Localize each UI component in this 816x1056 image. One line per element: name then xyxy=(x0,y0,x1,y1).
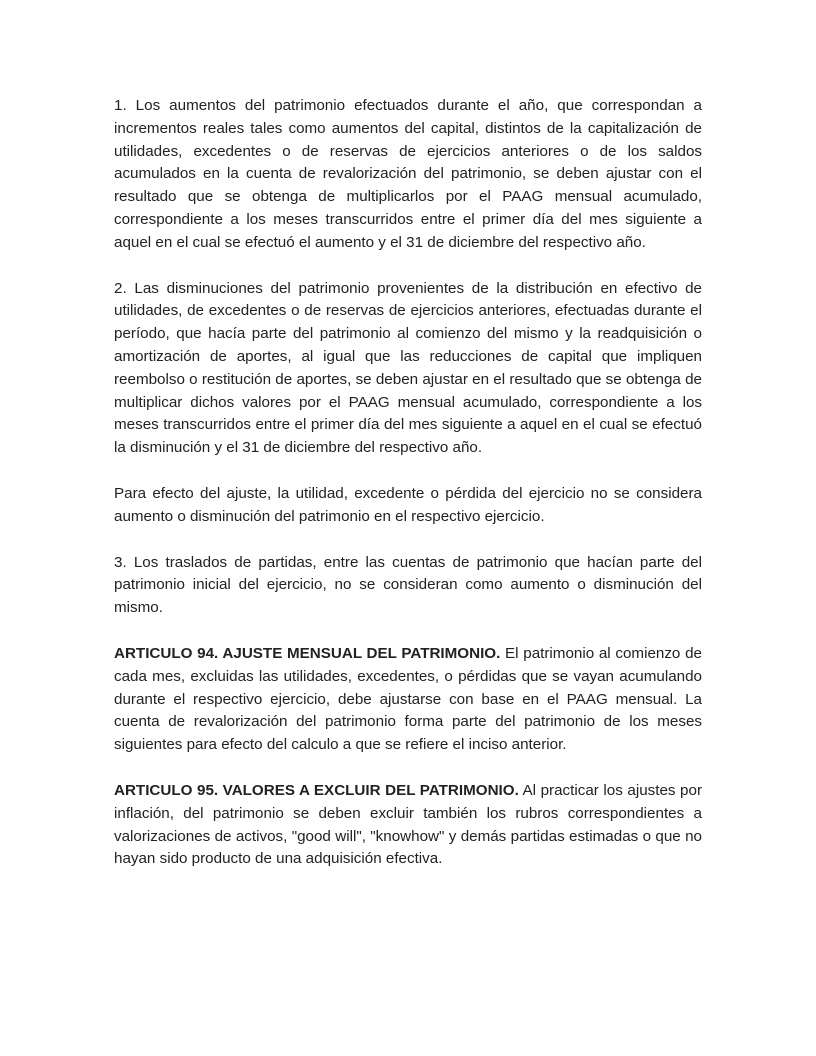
paragraph-item-1: 1. Los aumentos del patrimonio efectuados durante el año, que correspondan a incrementos reales tales como aumentos del capital, distintos de la capitalización de utilidades, excedentes o de reservas de ejercicios anteriores o de los saldos acumulados en la cuenta de revalorización del patrimonio, se deben ajustar con el resultado que se obtenga de multiplicarlos por el PAAG mensual acumulado, correspondiente a los meses transcurridos entre el primer día del mes siguiente a aquel en el cual se efectuó el aumento y el 31 de diciembre del respectivo año. xyxy=(114,97,702,251)
article-95-heading: ARTICULO 95. VALORES A EXCLUIR DEL PATRIMONIO. xyxy=(114,781,519,799)
article-95-body: Al practicar los ajustes por inflación, del patrimonio se deben excluir también los rubros correspondientes a valorizaciones de activos, "good will", "knowhow" y demás partidas estimadas o que no hayan sido producto de una adquisición efectiva. xyxy=(114,781,703,868)
article-94-heading: ARTICULO 94. AJUSTE MENSUAL DEL PATRIMONIO. xyxy=(114,644,501,662)
paragraph-adjustment-note: Para efecto del ajuste, la utilidad, excedente o pérdida del ejercicio no se considera aumento o disminución del patrimonio en el respectivo ejercicio. xyxy=(114,484,702,525)
document-page xyxy=(114,95,702,871)
paragraph-item-2: 2. Las disminuciones del patrimonio provenientes de la distribución en efectivo de utilidades, de excedentes o de reservas de ejercicios anteriores, efectuadas durante el período, que hacía parte del patrimonio al comienzo del mismo y la readquisición o amortización de aportes, al igual que las reducciones de capital que impliquen reembolso o restitución de aportes, se deben ajustar en el resultado que se obtenga de multiplicar dichos valores por el PAAG mensual acumulado, correspondiente a los meses transcurridos entre el primer día del mes siguiente a aquel en el cual se efectuó la disminución y el 31 de diciembre del respectivo año. xyxy=(114,279,702,457)
article-94 xyxy=(114,643,702,757)
article-94-body: El patrimonio al comienzo de cada mes, excluidas las utilidades, excedentes, o pérdidas que se vayan acumulando durante el respectivo ejercicio, debe ajustarse con base en el PAAG mensual. La cuenta de revalorización del patrimonio forma parte del patrimonio de los meses siguientes para efecto del calculo a que se refiere el inciso anterior. xyxy=(114,644,702,754)
paragraph-item-3: 3. Los traslados de partidas, entre las cuentas de patrimonio que hacían parte del patrimonio inicial del ejercicio, no se consideran como aumento o disminución del mismo. xyxy=(114,553,702,617)
article-95 xyxy=(114,780,702,871)
